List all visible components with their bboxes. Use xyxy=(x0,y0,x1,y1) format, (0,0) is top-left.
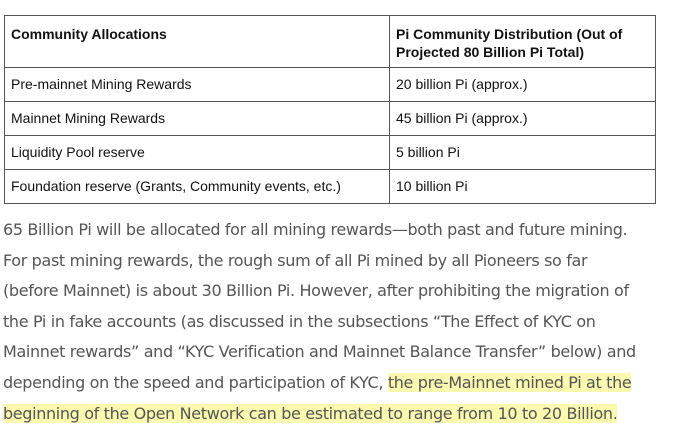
allocation-cell: Pre-mainnet Mining Rewards xyxy=(5,68,390,102)
table-row xyxy=(5,136,656,170)
table-row xyxy=(5,68,656,102)
paragraph-line: Mainnet rewards” and “KYC Verification and Mainnet Balance Transfer” below) and xyxy=(3,342,636,362)
allocation-cell: Liquidity Pool reserve xyxy=(5,136,390,170)
table-row xyxy=(5,102,656,136)
paragraph-line: For past mining rewards, the rough sum of all Pi mined by all Pioneers so far xyxy=(3,250,588,270)
allocation-cell: Mainnet Mining Rewards xyxy=(5,102,390,136)
header-community-allocations: Community Allocations xyxy=(5,16,390,68)
paragraph-line: (before Mainnet) is about 30 Billion Pi. However, after prohibiting the migration of xyxy=(3,281,629,301)
paragraph-line: 65 Billion Pi will be allocated for all mining rewards—both past and future mining. xyxy=(3,220,628,239)
paragraph-text: depending on the speed and participation of KYC, xyxy=(3,372,388,392)
table-row xyxy=(5,170,656,204)
distribution-cell: 10 billion Pi xyxy=(390,170,656,204)
table-header-row xyxy=(5,16,656,68)
paragraph-line xyxy=(3,368,680,399)
distribution-cell: 45 billion Pi (approx.) xyxy=(390,102,656,136)
header-distribution: Pi Community Distribution (Out of Projected 80 Billion Pi Total) xyxy=(390,16,656,68)
body-paragraph xyxy=(3,215,680,429)
highlighted-text: beginning of the Open Network can be estimated to range from 10 to 20 Billion. xyxy=(3,403,618,423)
paragraph-line xyxy=(3,399,680,429)
highlighted-text: the pre-Mainnet mined Pi at the xyxy=(387,372,632,392)
allocation-cell: Foundation reserve (Grants, Community events, etc.) xyxy=(5,170,390,204)
distribution-cell: 5 billion Pi xyxy=(390,136,656,170)
distribution-cell: 20 billion Pi (approx.) xyxy=(390,68,656,102)
paragraph-line: the Pi in fake accounts (as discussed in the subsections “The Effect of KYC on xyxy=(3,311,596,331)
allocation-table xyxy=(4,15,656,204)
